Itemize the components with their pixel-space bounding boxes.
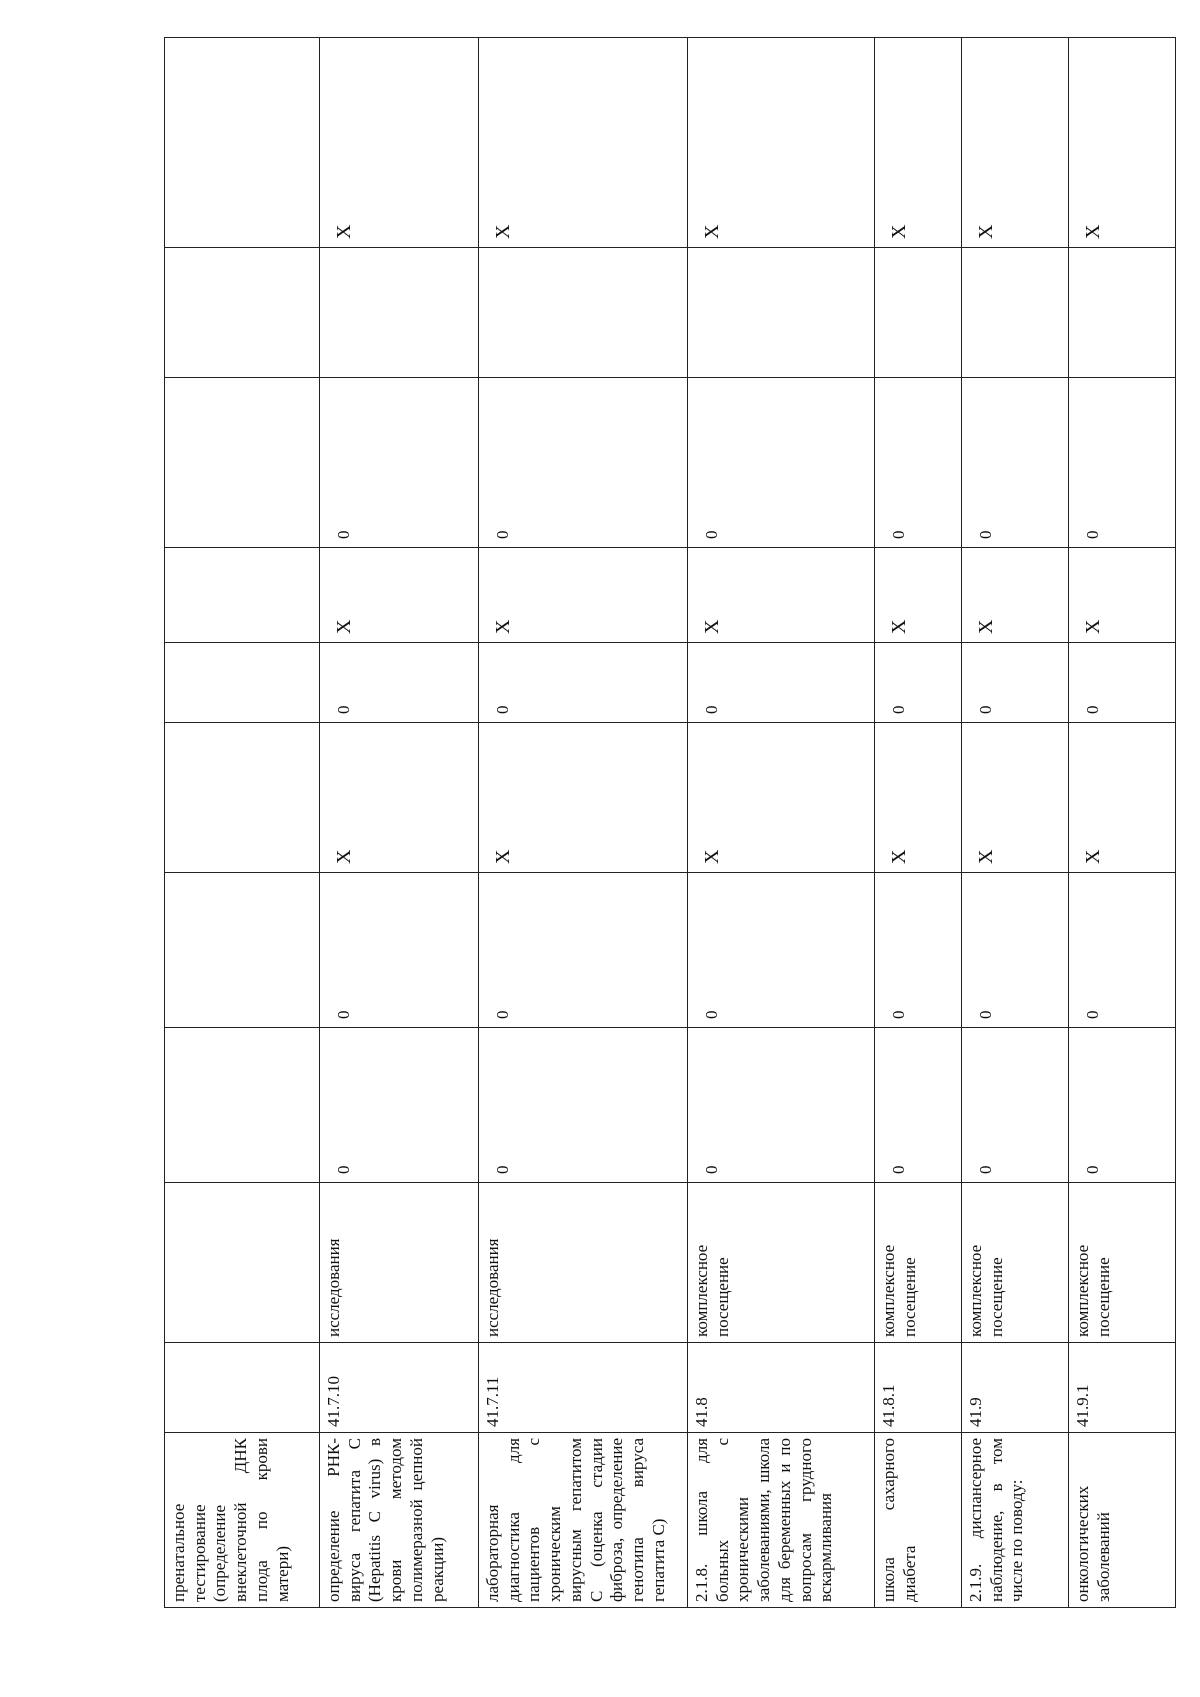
not-applicable-mark-cell: X [320,38,479,248]
row-unit-cell: комплексное посещение [1069,1183,1176,1343]
table-row [688,38,875,1608]
row-code-cell: 41.8 [688,1343,875,1433]
value-cell: 0 [875,378,962,548]
value-cell [165,643,320,723]
not-applicable-mark-cell: X [875,548,962,643]
value-cell: 0 [1069,378,1176,548]
table-row [875,38,962,1608]
row-unit-cell: комплексное посещение [962,1183,1069,1343]
value-cell [962,248,1069,378]
value-cell [165,378,320,548]
value-cell: 0 [875,873,962,1028]
value-cell [165,248,320,378]
value-cell: 0 [875,643,962,723]
value-cell [165,548,320,643]
not-applicable-mark-cell: X [688,548,875,643]
table-row [962,38,1069,1608]
row-name-cell: онкологических заболеваний [1069,1433,1176,1608]
not-applicable-mark-cell: X [479,38,688,248]
value-cell: 0 [688,643,875,723]
value-cell: 0 [962,378,1069,548]
not-applicable-mark-cell: X [688,38,875,248]
value-cell [165,38,320,248]
not-applicable-mark-cell: X [479,723,688,873]
not-applicable-mark-cell: X [320,723,479,873]
value-cell [165,1028,320,1183]
row-name-cell: школа сахарного диабета [875,1433,962,1608]
rotated-table-wrapper [164,38,1176,1608]
value-cell: 0 [688,378,875,548]
value-cell: 0 [875,1028,962,1183]
value-cell: 0 [320,643,479,723]
not-applicable-mark-cell: X [962,723,1069,873]
value-cell [875,248,962,378]
not-applicable-mark-cell: X [479,548,688,643]
document-table [164,37,1176,1608]
value-cell: 0 [320,378,479,548]
not-applicable-mark-cell: X [320,548,479,643]
value-cell: 0 [320,873,479,1028]
not-applicable-mark-cell: X [1069,38,1176,248]
row-name-cell: 2.1.8. школа для больных с хроническими заболеваниями, школа для беременных и по вопросам грудного вскармливания [688,1433,875,1608]
value-cell: 0 [962,873,1069,1028]
value-cell: 0 [962,643,1069,723]
value-cell: 0 [479,1028,688,1183]
row-unit-cell [165,1183,320,1343]
value-cell: 0 [1069,873,1176,1028]
value-cell: 0 [688,1028,875,1183]
value-cell: 0 [479,873,688,1028]
value-cell: 0 [479,378,688,548]
value-cell [688,248,875,378]
row-unit-cell: комплексное посещение [875,1183,962,1343]
row-unit-cell: исследования [479,1183,688,1343]
table-row [320,38,479,1608]
not-applicable-mark-cell: X [688,723,875,873]
row-name-cell: 2.1.9. диспансерное наблюдение, в том числе по поводу: [962,1433,1069,1608]
row-code-cell: 41.9.1 [1069,1343,1176,1433]
row-code-cell: 41.7.11 [479,1343,688,1433]
value-cell [1069,248,1176,378]
row-unit-cell: исследования [320,1183,479,1343]
value-cell [320,248,479,378]
row-code-cell [165,1343,320,1433]
not-applicable-mark-cell: X [962,548,1069,643]
table-row [479,38,688,1608]
value-cell: 0 [688,873,875,1028]
value-cell: 0 [320,1028,479,1183]
table-row [1069,38,1176,1608]
value-cell [165,723,320,873]
row-code-cell: 41.7.10 [320,1343,479,1433]
value-cell [479,248,688,378]
value-cell: 0 [1069,1028,1176,1183]
row-name-cell: лабораторная диагностика для пациентов с хроническим вирусным гепатитом С (оценка стадии фиброза, определение генотипа вируса гепатита С) [479,1433,688,1608]
value-cell: 0 [479,643,688,723]
not-applicable-mark-cell: X [962,38,1069,248]
table-row [165,38,320,1608]
not-applicable-mark-cell: X [875,38,962,248]
row-code-cell: 41.8.1 [875,1343,962,1433]
row-name-cell: определение РНК-вируса гепатита С (Hepatitis C virus) в крови методом полимеразной цепной реакции) [320,1433,479,1608]
value-cell: 0 [962,1028,1069,1183]
row-name-cell: пренатальное тестирование (определение внеклеточной ДНК плода по крови матери) [165,1433,320,1608]
row-code-cell: 41.9 [962,1343,1069,1433]
row-unit-cell: комплексное посещение [688,1183,875,1343]
value-cell [165,873,320,1028]
not-applicable-mark-cell: X [1069,723,1176,873]
value-cell: 0 [1069,643,1176,723]
not-applicable-mark-cell: X [1069,548,1176,643]
not-applicable-mark-cell: X [875,723,962,873]
